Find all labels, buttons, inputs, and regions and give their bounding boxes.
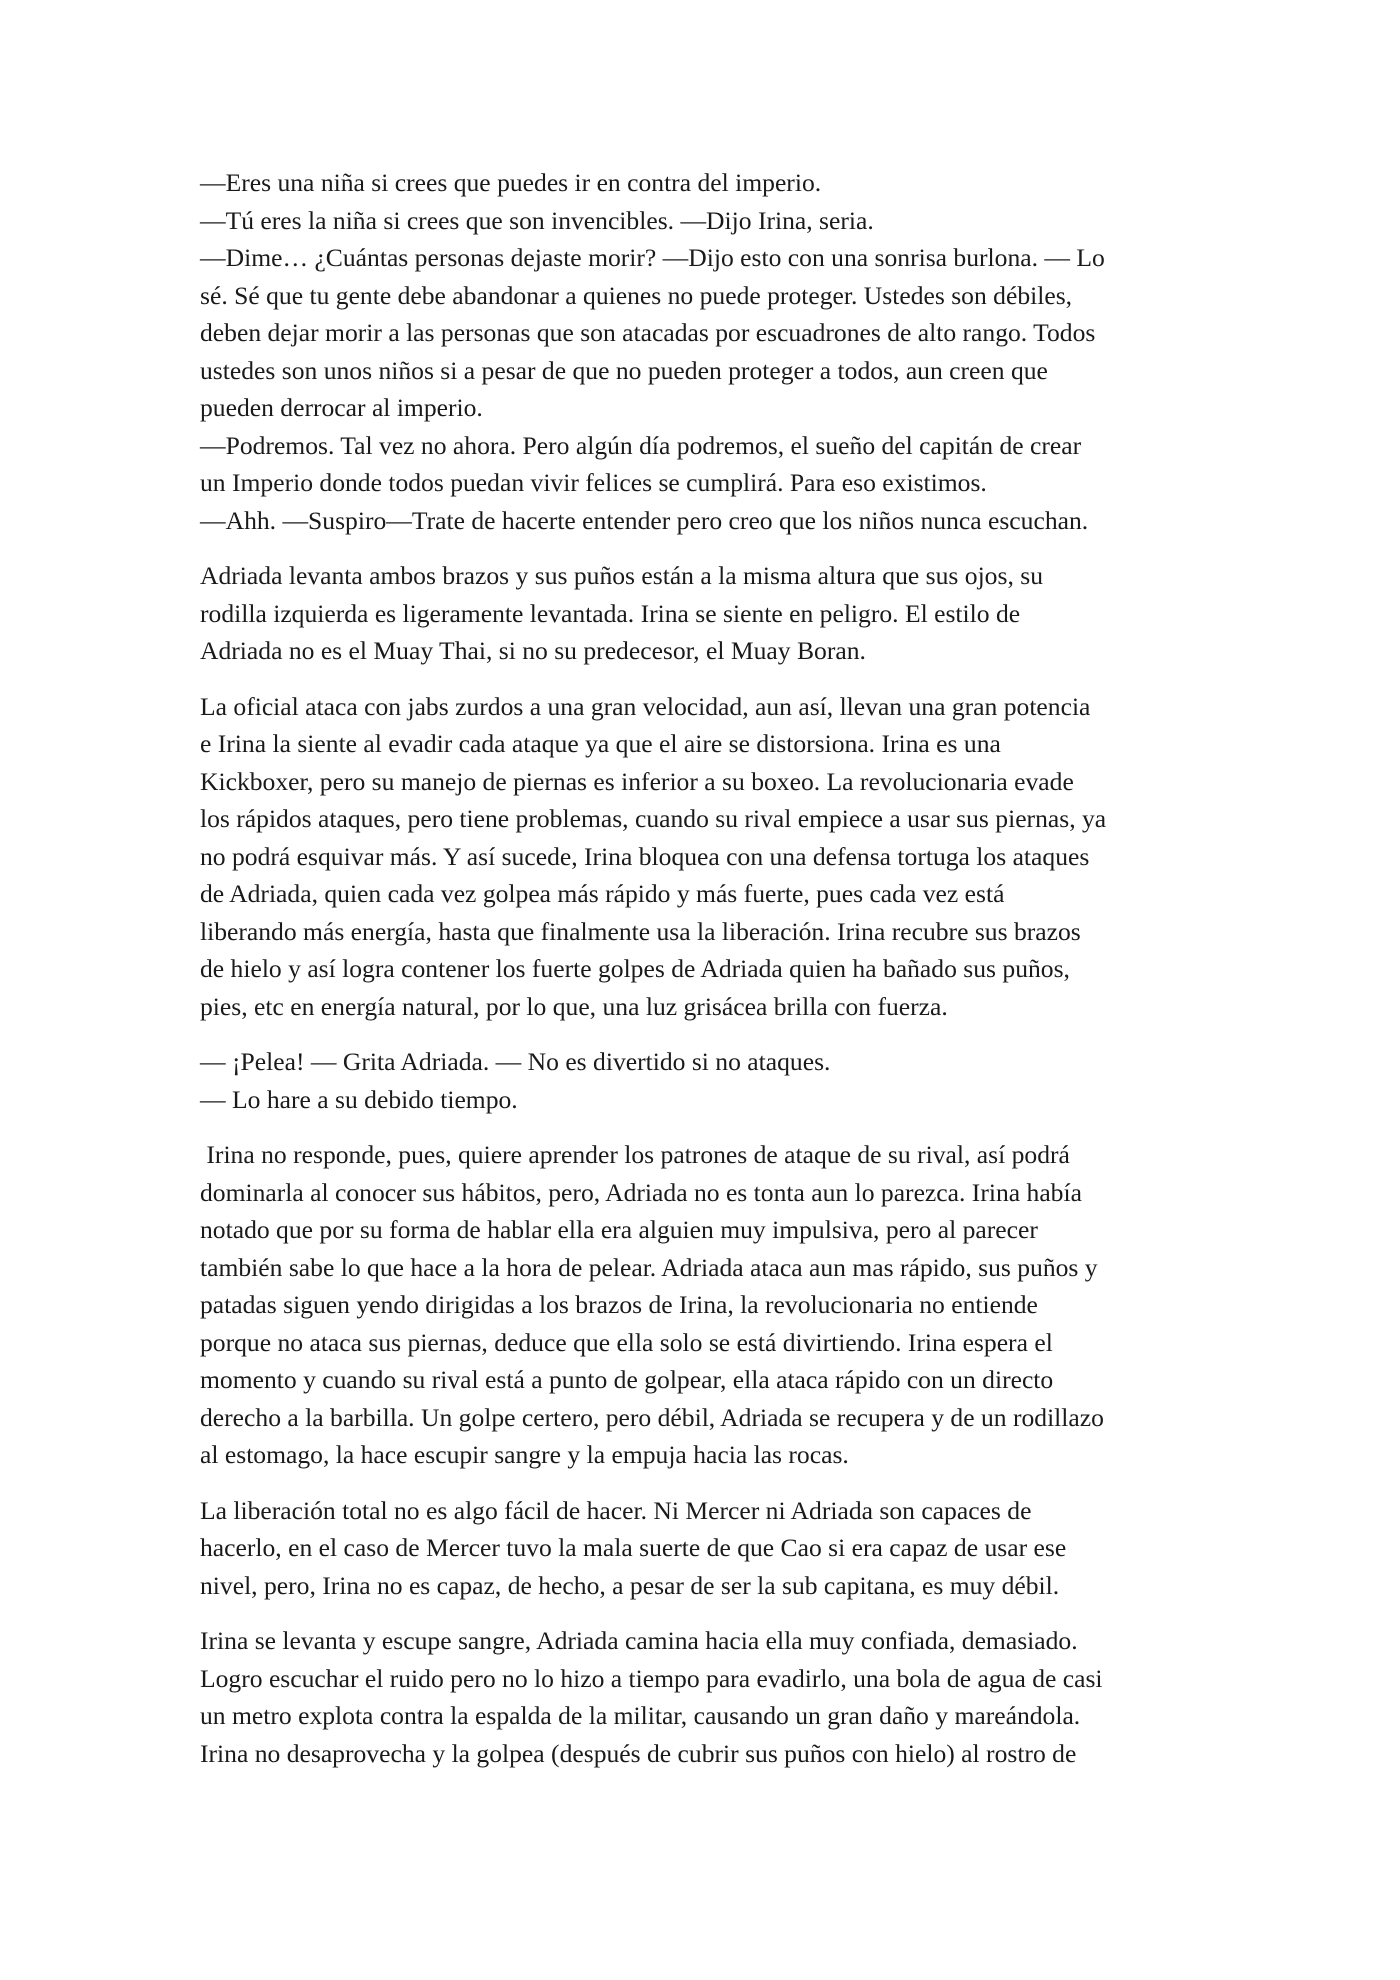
text-line: no podrá esquivar más. Y así sucede, Irina bloquea con una defensa tortuga los ataques <box>200 841 1090 871</box>
text-line: Kickboxer, pero su manejo de piernas es inferior a su boxeo. La revolucionaria evade <box>200 766 1074 796</box>
document-body <box>200 164 1200 1790</box>
text-line: Irina no responde, pues, quiere aprender los patrones de ataque de su rival, así podrá <box>200 1140 1070 1169</box>
text-line: porque no ataca sus piernas, deduce que ella solo se está divirtiendo. Irina espera el <box>200 1327 1053 1357</box>
paragraph-dialogue-2 <box>200 1043 1200 1118</box>
text-line: Logro escuchar el ruido pero no lo hizo a tiempo para evadirlo, una bola de agua de casi <box>200 1663 1103 1693</box>
text-line: —Tú eres la niña si crees que son invencibles. —Dijo Irina, seria. <box>200 205 874 235</box>
paragraph-counterattack <box>200 1622 1200 1772</box>
text-line: — ¡Pelea! — Grita Adriada. — No es divertido si no ataques. <box>200 1047 831 1076</box>
text-line: patadas siguen yendo dirigidas a los brazos de Irina, la revolucionaria no entiende <box>200 1290 1038 1319</box>
text-line: ustedes son unos niños si a pesar de que no pueden proteger a todos, aun creen que <box>200 355 1048 385</box>
text-line: —Eres una niña si crees que puedes ir en contra del imperio. <box>200 168 822 197</box>
text-line: un metro explota contra la espalda de la militar, causando un gran daño y mareándola. <box>200 1701 1081 1730</box>
text-line: un Imperio donde todos puedan vivir felices se cumplirá. Para eso existimos. <box>200 468 987 497</box>
paragraph-patterns <box>200 1136 1200 1474</box>
text-line: pueden derrocar al imperio. <box>200 393 483 422</box>
text-line: Irina se levanta y escupe sangre, Adriada camina hacia ella muy confiada, demasiado. <box>200 1626 1078 1655</box>
text-line: también sabe lo que hace a la hora de pelear. Adriada ataca aun mas rápido, sus puños y <box>200 1252 1098 1282</box>
text-line: hacerlo, en el caso de Mercer tuvo la mala suerte de que Cao si era capaz de usar ese <box>200 1533 1067 1562</box>
text-line: dominarla al conocer sus hábitos, pero, Adriada no es tonta aun lo parezca. Irina había <box>200 1177 1082 1207</box>
text-line: notado que por su forma de hablar ella era alguien muy impulsiva, pero al parecer <box>200 1215 1038 1244</box>
text-line: de hielo y así logra contener los fuerte golpes de Adriada quien ha bañado sus puños, <box>200 954 1070 983</box>
text-line: e Irina la siente al evadir cada ataque ya que el aire se distorsiona. Irina es una <box>200 729 1001 758</box>
text-line: los rápidos ataques, pero tiene problemas, cuando su rival empiece a usar sus piernas, ya <box>200 804 1107 833</box>
text-line: rodilla izquierda es ligeramente levantada. Irina se siente en peligro. El estilo de <box>200 598 1021 628</box>
text-line: pies, etc en energía natural, por lo que, una luz grisácea brilla con fuerza. <box>200 991 948 1021</box>
text-line: nivel, pero, Irina no es capaz, de hecho, a pesar de ser la sub capitana, es muy débil. <box>200 1570 1060 1600</box>
text-line: liberando más energía, hasta que finalmente usa la liberación. Irina recubre sus brazos <box>200 916 1081 946</box>
text-line: momento y cuando su rival está a punto de golpear, ella ataca rápido con un directo <box>200 1365 1054 1394</box>
text-line: deben dejar morir a las personas que son atacadas por escuadrones de alto rango. Todos <box>200 318 1096 347</box>
text-line: Adriada levanta ambos brazos y sus puños están a la misma altura que sus ojos, su <box>200 561 1043 590</box>
text-line: —Podremos. Tal vez no ahora. Pero algún día podremos, el sueño del capitán de crear <box>200 430 1082 460</box>
text-line: derecho a la barbilla. Un golpe certero, pero débil, Adriada se recupera y de un rodillazo <box>200 1402 1104 1432</box>
text-line: sé. Sé que tu gente debe abandonar a quienes no puede proteger. Ustedes son débiles, <box>200 280 1073 310</box>
paragraph-attack <box>200 688 1200 1026</box>
text-line: —Ahh. —Suspiro—Trate de hacerte entender pero creo que los niños nunca escuchan. <box>200 505 1089 535</box>
paragraph-stance <box>200 557 1200 670</box>
paragraph-dialogue-1 <box>200 164 1200 539</box>
text-line: al estomago, la hace escupir sangre y la empuja hacia las rocas. <box>200 1440 849 1469</box>
text-line: Adriada no es el Muay Thai, si no su predecesor, el Muay Boran. <box>200 636 866 665</box>
text-line: La liberación total no es algo fácil de hacer. Ni Mercer ni Adriada son capaces de <box>200 1495 1032 1525</box>
text-line: —Dime… ¿Cuántas personas dejaste morir? —Dijo esto con una sonrisa burlona. — Lo <box>200 243 1105 272</box>
paragraph-liberation <box>200 1492 1200 1605</box>
text-line: de Adriada, quien cada vez golpea más rápido y más fuerte, pues cada vez está <box>200 879 1005 908</box>
text-line: La oficial ataca con jabs zurdos a una gran velocidad, aun así, llevan una gran potencia <box>200 691 1091 721</box>
text-line: — Lo hare a su debido tiempo. <box>200 1084 518 1114</box>
text-line: Irina no desaprovecha y la golpea (después de cubrir sus puños con hielo) al rostro de <box>200 1738 1077 1768</box>
